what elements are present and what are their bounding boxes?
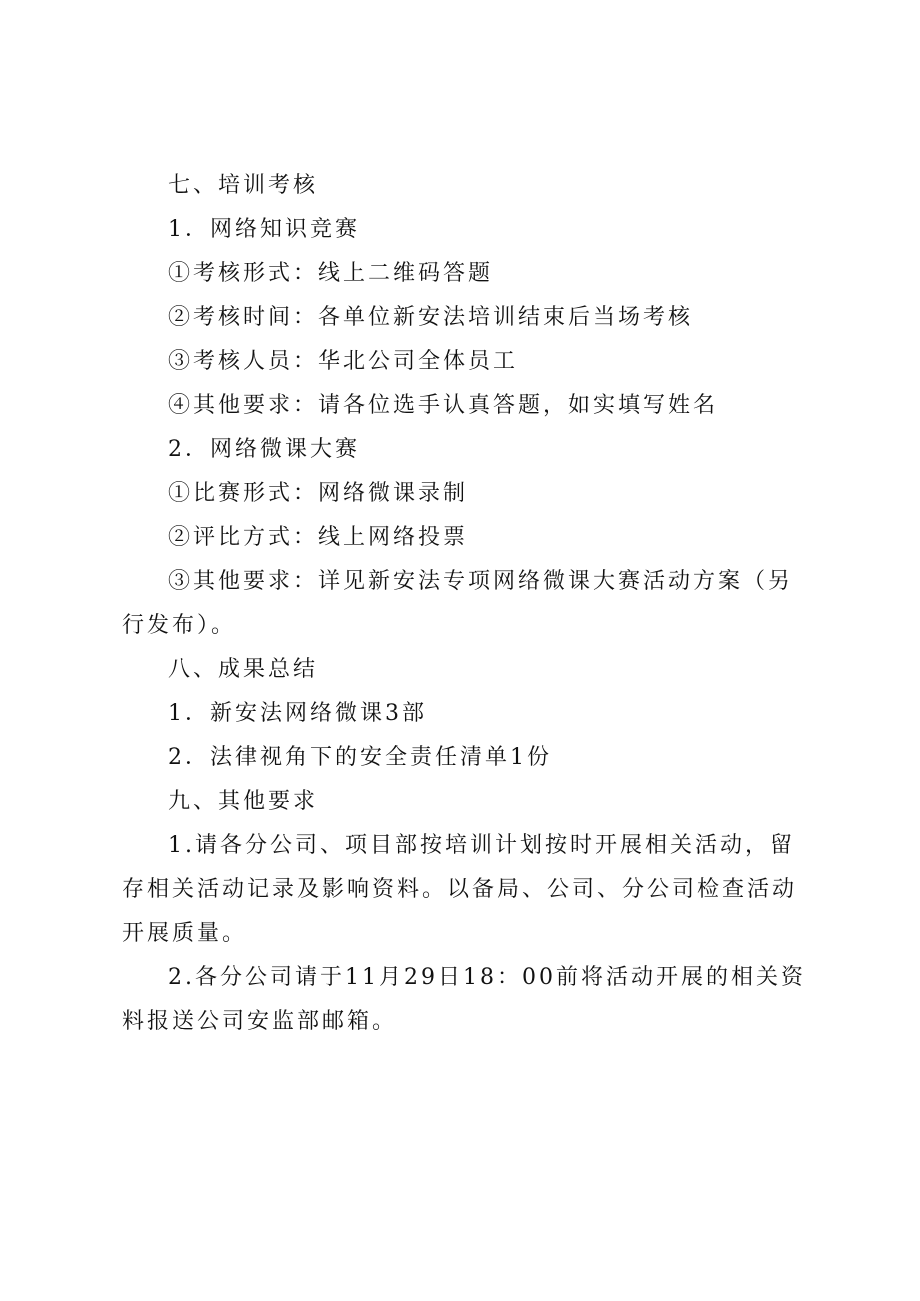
requirement-item-submission-deadline: 2.各分公司请于11月29日18：00前将活动开展的相关资料报送公司安监部邮箱。 — [122, 965, 806, 1034]
requirement-item-activities: 1.请各分公司、项目部按培训计划按时开展相关活动，留存相关活动记录及影响资料。以备局、公司、分公司检查活动开展质量。 — [122, 833, 798, 946]
list-item-assessment-personnel: ③考核人员：华北公司全体员工 — [168, 349, 519, 374]
list-item-other-requirements-contest: ④其他要求：请各位选手认真答题，如实填写姓名 — [168, 393, 719, 418]
list-item-evaluation-method: ②评比方式：线上网络投票 — [168, 525, 469, 550]
list-item-assessment-form: ①考核形式：线上二维码答题 — [168, 261, 494, 286]
result-item-responsibility-list: 2．法律视角下的安全责任清单1份 — [168, 745, 552, 770]
document-body — [122, 164, 810, 1044]
list-item-competition-form: ①比赛形式：网络微课录制 — [168, 481, 469, 506]
section-heading-other-requirements: 九、其他要求 — [168, 789, 319, 814]
list-item-other-requirements-micro-course: ③其他要求：详见新安法专项网络微课大赛活动方案（另行发布）。 — [122, 569, 794, 638]
subsection-network-knowledge-contest: 1．网络知识竞赛 — [168, 217, 360, 242]
result-item-micro-courses: 1．新安法网络微课3部 — [168, 701, 427, 726]
list-item-assessment-time: ②考核时间：各单位新安法培训结束后当场考核 — [168, 305, 694, 330]
section-heading-results-summary: 八、成果总结 — [168, 657, 319, 682]
section-heading-training-assessment: 七、培训考核 — [168, 173, 319, 198]
subsection-network-micro-course-contest: 2．网络微课大赛 — [168, 437, 360, 462]
